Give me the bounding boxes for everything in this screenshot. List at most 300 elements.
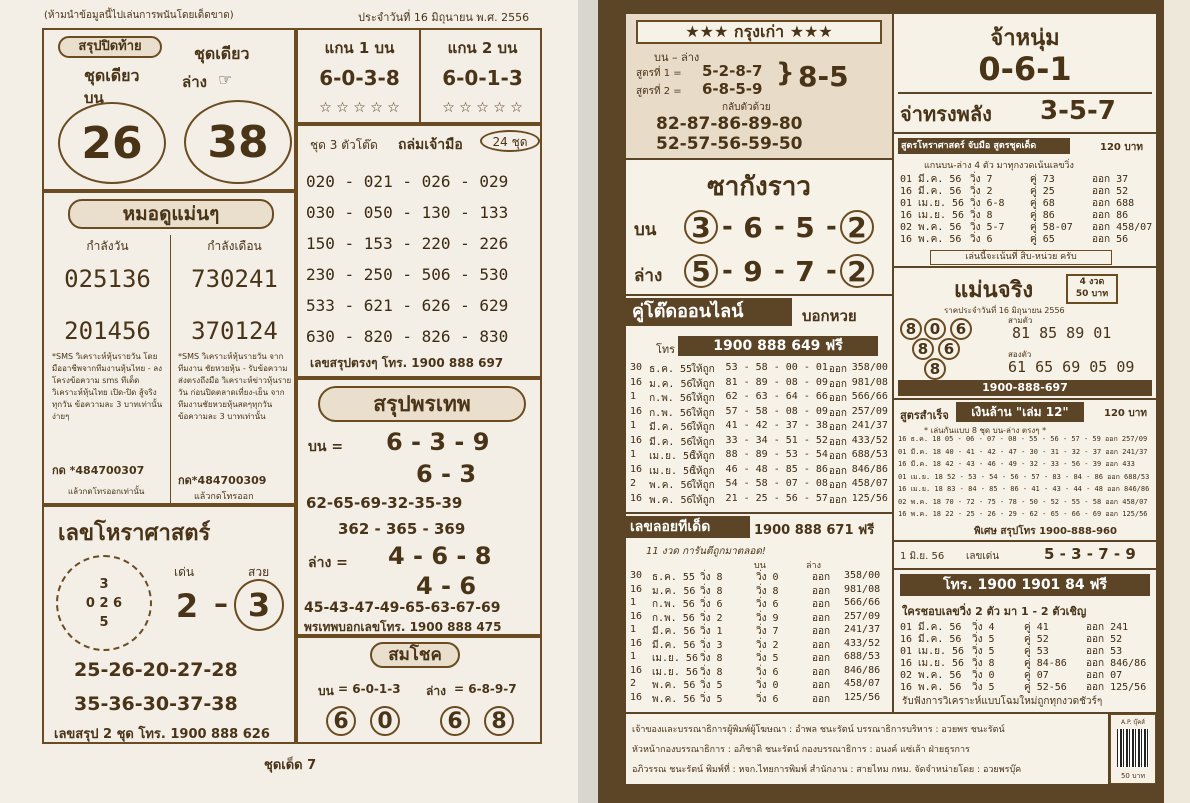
leuy-row-cell: 433/52: [844, 637, 881, 649]
maenjing-circle: 8: [900, 318, 922, 340]
tel-row: [900, 680, 1150, 692]
kutod-row-cell: 16: [630, 376, 643, 388]
kutod-row-cell: 2: [630, 478, 637, 489]
leuy-row-cell: ก.พ. 56: [652, 599, 695, 610]
kutod-row-cell: 1: [630, 420, 637, 431]
somchok-d1: 6: [326, 706, 356, 736]
krungkao-title: กรุงเก่า: [733, 22, 785, 41]
den-label: เด่น: [174, 565, 195, 579]
maenjing-circle: 8: [924, 358, 946, 380]
kutod-row-cell: 125/56: [851, 492, 888, 504]
kutod-row-cell: 16: [630, 463, 643, 475]
ngernlan-table: [898, 434, 1149, 522]
sets-rows: [306, 166, 508, 352]
tel-row-cell: 01 มี.ค. 56: [900, 622, 962, 633]
leuy-row-cell: เม.ย. 56: [652, 666, 698, 678]
kutod-row-cell: ออก: [828, 451, 847, 462]
hora-row-cell: 16 พ.ค. 56: [900, 234, 962, 245]
leuy-row-cell: วิ่ง 7: [756, 626, 779, 637]
digit-dash: -: [722, 256, 733, 286]
leuy-row-cell: 16: [630, 583, 643, 595]
hora-row-cell: คู่ 25: [1030, 186, 1055, 197]
tel-row-cell: วิ่ง 5: [972, 646, 995, 657]
hora-row-cell: คู่ 73: [1030, 174, 1055, 185]
summary-top-number: 26: [58, 102, 166, 184]
leuy-row-cell: วิ่ง 2: [756, 639, 779, 651]
maenjing-date: ราคประจำวันที่ 16 มิถุนายน 2556: [944, 306, 1065, 315]
ngernlan-box: [894, 400, 1156, 540]
kutod-row: [630, 406, 890, 421]
horasart-line2: 35-36-30-37-38: [74, 693, 238, 715]
kutod-row-cell: ก.พ. 56: [649, 393, 692, 404]
kutod-row-cell: ออก: [828, 422, 847, 433]
mordoo-b2: 370124: [191, 317, 278, 345]
ngernlan-row: [898, 497, 1149, 510]
leuy-row: [630, 611, 892, 625]
kutod-row-cell: เม.ย. 56: [649, 451, 696, 462]
somchok-d3: 6: [440, 706, 470, 736]
leuy-row-cell: ธ.ค. 55: [652, 572, 695, 583]
tel-row: [900, 656, 1150, 668]
kutod-row-cell: ออก: [828, 436, 847, 448]
summary-box: [42, 28, 296, 191]
leuy-row-cell: 688/53: [844, 651, 881, 662]
leuy-row-cell: มี.ค. 56: [652, 639, 696, 651]
leuy-row-cell: วิ่ง 5: [756, 653, 779, 664]
summary-badge: สรุปปิดท้าย: [58, 36, 162, 58]
ngernlan-row-cell: 16 เม.ย. 18 83 - 84 - 85 - 86 - 41 - 43 - 44 - 48 ออก 846/86: [898, 485, 1150, 493]
zakang-top-digit: 6: [743, 210, 763, 244]
kutod-row: [630, 449, 890, 464]
leuy-row-cell: วิ่ง 3: [700, 639, 723, 651]
krungkao-rev: กลับตัวด้วย: [722, 102, 771, 113]
hora-row-cell: คู่ 65: [1030, 234, 1055, 245]
kutod-row-cell: ให้ถูก: [691, 407, 715, 419]
hora-row-cell: วิ่ง 6-8: [970, 198, 1005, 209]
kutod-row-cell: เม.ย. 56: [649, 465, 696, 477]
maenjing-badge: [1066, 274, 1118, 304]
pratep-phone: พรเทพบอกเลขโทร. 1900 888 475: [304, 620, 502, 634]
hora-row-cell: ออก 56: [1092, 234, 1129, 245]
maenjing-box: [894, 268, 1156, 398]
leuy-row: [630, 665, 892, 679]
zakang-box: [626, 160, 892, 294]
maenjing-brand: แม่นจริง: [954, 278, 1034, 303]
kutod-row-cell: 241/37: [851, 420, 888, 431]
kutod-row-cell: 16: [630, 492, 643, 504]
kaen1-value: 6-0-3-8: [319, 66, 400, 90]
tel-row-cell: 16 พ.ค. 56: [900, 682, 962, 693]
ngernlan-row: [898, 459, 1149, 472]
krungkao-line2: 52-57-56-59-50: [656, 134, 803, 154]
notice: (ห้ามนำข้อมูลนี้ไปเล่นการพนันโดยเด็ดขาด): [44, 10, 234, 21]
ngernlan-desc: * เล่นกันแบบ 8 ชุด บน-ล่าง ตรงๆ *: [924, 426, 1047, 435]
zakang-bottom-digit: 5: [684, 254, 718, 288]
leuy-row-cell: วิ่ง 6: [700, 599, 723, 610]
tel-table: [900, 620, 1150, 692]
kutod-row-cell: 358/00: [851, 362, 888, 373]
credits-line2: หัวหน้ากองบรรณาธิการ : อภิชาติ ชนะรัตน์ กองบรรณาธิการ : อนงค์ แซ่เล้า ฝ่ายธุรการ: [632, 745, 970, 755]
kutod-row: [630, 464, 890, 479]
pratep-title: สรุปพรเทพ: [318, 386, 526, 422]
tel-row-cell: คู่ 52: [1024, 634, 1049, 645]
leuy-row-cell: วิ่ง 2: [700, 612, 723, 624]
leuy-phone: 1900 888 671 ฟรี: [754, 523, 875, 538]
leuy-row-cell: วิ่ง 8: [700, 653, 723, 664]
wheel-mid: 0 2 6: [85, 595, 123, 611]
kutod-row: [630, 493, 890, 508]
hora-row: [900, 232, 1152, 244]
ngernlan-row: [898, 484, 1149, 497]
somchok-title: สมโชค: [370, 642, 460, 668]
kutod-row-cell: 62 - 63 - 64 - 66: [725, 391, 828, 402]
somchok-top-value: = 6-0-1-3: [338, 682, 401, 696]
tel-row-cell: วิ่ง 4: [972, 622, 995, 633]
page-footer: ชุดเด็ด 7: [264, 758, 317, 773]
barcode-label: A.P. บุ๊คส์: [1121, 719, 1145, 726]
mordoo-col2: กำลังเดือน: [207, 239, 262, 253]
leykhen-date: 1 มิ.ย. 56: [900, 551, 945, 562]
krungkao-f2-label: สูตรที่ 2 =: [636, 86, 682, 97]
kutod-row-cell: 54 - 58 - 07 - 08: [725, 478, 828, 489]
kutod-row-cell: 1: [630, 391, 637, 402]
maenjing-circle: 6: [938, 338, 960, 360]
pratep-list3: 45-43-47-49-65-63-67-69: [304, 600, 501, 616]
kutod-row: [630, 478, 890, 493]
leuy-row-cell: 358/00: [844, 570, 881, 581]
pratep-bottom-value: 4 - 6 - 8: [388, 542, 492, 570]
pratep-bottom-value2: 4 - 6: [416, 572, 477, 600]
pratep-top-value: 6 - 3 - 9: [386, 428, 490, 456]
ngernlan-row-cell: 01 มี.ค. 18 40 - 41 - 42 - 47 - 30 - 31 - 32 - 37 ออก 241/37: [898, 447, 1148, 456]
leuy-row-cell: วิ่ง 9: [756, 612, 779, 624]
kutod-row: [630, 391, 890, 406]
leykhen-label: เลขเด่น: [966, 551, 1000, 562]
leuy-row-cell: ออก: [812, 626, 831, 637]
mordoo-note2: *SMS วิเคราะห์หุ้นรายวัน จากทีมงาน ชัยหวยหุ้น - รับข้อความส่งตรงถึงมือ วิเคราะห์ข่าวหุ้นรายวัน ก่อนปิดตลาดเที่ยง-เย็น จากทีมงานชัยหวยหุ้นสดๆทุกวัน ข้อความละ 3 บาทเท่านั้น: [178, 352, 292, 421]
kutod-row: [630, 435, 890, 450]
krungkao-f1-label: สูตรที่ 1 =: [636, 68, 682, 79]
maenjing-badge-bottom: 50 บาท: [1075, 289, 1109, 299]
horasart-phone: เลขสรุป 2 ชุด โทร. 1900 888 626: [54, 727, 270, 742]
pratep-list2: 362 - 365 - 369: [338, 520, 466, 538]
krungkao-f1: 5-2-8-7: [702, 62, 763, 80]
den-dash: –: [214, 587, 228, 620]
sets-phone: เลขสรุปตรงๆ โทร. 1900 888 697: [310, 356, 504, 370]
hora-desc: แกนบน-ล่าง 4 ตัว มาทุกงวดเน้นเลขวิ่ง: [924, 161, 1074, 171]
leuy-row: [630, 570, 892, 584]
leuy-row-cell: 257/09: [844, 610, 881, 622]
mordoo-code2: กด*484700309: [178, 474, 267, 487]
hora-row-cell: 16 เม.ย. 56: [900, 210, 965, 221]
summary-bottom-label: ชุดเดียว: [194, 44, 250, 63]
mordoo-a1: 025136: [64, 265, 151, 293]
kutod-row-cell: มี.ค. 56: [649, 422, 693, 433]
leuy-row-cell: ก.พ. 56: [652, 612, 695, 624]
krungkao-stars-left: ★★★: [685, 22, 729, 41]
leuy-row-cell: พ.ค. 56: [652, 680, 696, 691]
ngernlan-row-cell: 16 ธ.ค. 18 05 - 06 - 07 - 08 - 55 - 56 - 57 - 59 ออก 257/09: [898, 435, 1148, 443]
maenjing-badge-top: 4 งวด: [1079, 277, 1105, 287]
hora-title: สูตรโหราศาสตร์ จับมือ สูตรชุดเด็ด: [898, 138, 1070, 154]
maenjing-bottom-label: สองตัว: [1008, 350, 1032, 359]
krungkao-result: 8-5: [798, 60, 849, 93]
tel-row-cell: ออก 846/86: [1086, 658, 1147, 669]
digit-dash: -: [722, 212, 733, 242]
leuy-row-cell: วิ่ง 8: [700, 572, 723, 583]
mordoo-foot1: แล้วกดโทรออกเท่านั้น: [68, 487, 145, 496]
leuy-row-cell: 1: [630, 651, 637, 662]
tel-foot: รับฟังการวิเคราะห์แบบโฉมใหม่ถูกทุกงวดชัวร์ๆ: [902, 696, 1103, 707]
kutod-row-cell: ให้ถูก: [691, 364, 715, 375]
leuy-box: [626, 514, 892, 712]
krungkao-stars-right: ★★★: [789, 22, 833, 41]
leuy-row-cell: วิ่ง 5: [700, 680, 723, 691]
digit-dash: -: [774, 256, 785, 286]
hora-row: [900, 172, 1152, 184]
kutod-row-cell: ออก: [828, 465, 847, 477]
credits-line1: เจ้าของและบรรณาธิการผู้พิมพ์ผู้โฆษณา : อำพล ชนะรัตน์ บรรณาธิการบริหาร : อวยพร ชนะรัตน์: [632, 725, 1005, 735]
leuy-row-cell: วิ่ง 6: [756, 666, 779, 678]
kutod-row: [630, 420, 890, 435]
leuy-row-cell: วิ่ง 8: [700, 585, 723, 597]
kaen2-label: แกน 2 บน: [447, 39, 518, 57]
kutod-row-cell: ก.พ. 56: [649, 407, 692, 419]
hora-row-cell: วิ่ง 2: [970, 186, 993, 197]
kaen-box: [296, 28, 542, 124]
tel-row-cell: ออก 241: [1086, 622, 1129, 633]
zakang-top-label: บน: [634, 220, 657, 240]
kutod-row-cell: 16: [630, 405, 643, 417]
kutod-row-cell: 81 - 89 - 08 - 09: [725, 376, 828, 388]
leuy-row-cell: พ.ค. 56: [652, 693, 696, 705]
maenjing-bottom: 61 65 69 05 09: [1008, 358, 1135, 376]
tel-row-cell: วิ่ง 5: [972, 682, 995, 693]
kutod-row-cell: ธ.ค. 55: [649, 364, 693, 375]
somchok-d2: 0: [370, 706, 400, 736]
hora-table: [900, 172, 1152, 244]
hora-foot: เล่นนี้จะเน้นที่ สิบ-หน่วย ครับ: [930, 250, 1112, 265]
leuy-row-cell: 16: [630, 610, 643, 622]
leuy-row-cell: ออก: [812, 693, 831, 705]
hora-row-cell: 01 เม.ย. 56: [900, 198, 965, 209]
kutod-row: [630, 362, 890, 377]
kutod-row-cell: ให้ถูก: [691, 480, 715, 491]
ngernlan-name: เงินล้าน "เล่ม 12": [956, 402, 1084, 422]
mordoo-title: หมอดูแม่นๆ: [68, 199, 274, 229]
zakang-bottom-digit: 9: [743, 254, 763, 288]
kutod-row-cell: 33 - 34 - 51 - 52: [725, 434, 828, 446]
kutod-row-cell: 458/07: [851, 478, 888, 489]
jamnum-sub-label: จ่าทรงพลัง: [900, 102, 992, 126]
hora-row-cell: 01 มี.ค. 56: [900, 174, 962, 185]
sets-title: ถล่มเจ้ามือ: [398, 137, 463, 153]
tel-row-cell: วิ่ง 8: [972, 658, 995, 669]
krungkao-title-bar: [636, 20, 882, 44]
krungkao-brace: }: [776, 58, 795, 88]
leuy-row: [630, 678, 892, 692]
hora-row-cell: วิ่ง 5-7: [970, 222, 1005, 233]
tel-row-cell: ออก 53: [1086, 646, 1123, 657]
kutod-row-cell: 433/52: [851, 434, 888, 446]
leuy-row-cell: ออก: [812, 680, 831, 691]
leuy-row: [630, 638, 892, 652]
mordoo-code1: กด *484700307: [52, 464, 145, 477]
kutod-row-cell: ออก: [828, 378, 847, 390]
kutod-row-cell: ให้ถูก: [691, 422, 715, 433]
somchok-bottom-value: = 6-8-9-7: [454, 682, 517, 696]
hora-row: [900, 208, 1152, 220]
leuy-banner: 11 งวด การันตีถูกมาตลอด!: [646, 546, 766, 557]
kutod-phone: 1900 888 649 ฟรี: [678, 336, 878, 356]
mordoo-note1: *SMS วิเคราะห์หุ้นรายวัน โดยมืออาชีพจากทีมงานหุ้นไทย - ลงโครงข้อความ sms ทีเด็ด วิเคราะห์หุ้นไทย เปิด-ปิด สู้จริงทุกวัน ข้อความละ 3 บาทเท่านั้น ง่ายๆ: [52, 352, 163, 421]
kutod-table: [630, 362, 890, 507]
tel-row-cell: วิ่ง 5: [972, 634, 995, 645]
hora-row-cell: วิ่ง 6: [970, 234, 993, 245]
sets-row: 630 - 820 - 826 - 830: [306, 327, 509, 346]
leuy-col1: บน: [754, 561, 766, 571]
ngernlan-row-cell: 16 มี.ค. 18 42 - 43 - 46 - 49 - 32 - 33 - 56 - 39 ออก 433: [898, 460, 1135, 468]
leuy-row-cell: วิ่ง 0: [756, 680, 779, 691]
mordoo-b1: 201456: [64, 317, 151, 345]
leuy-row-cell: 981/08: [844, 583, 881, 595]
leuy-table: [630, 570, 892, 705]
krungkao-line1: 82-87-86-89-80: [656, 114, 803, 134]
sets-row: 150 - 153 - 220 - 226: [306, 234, 509, 253]
leuy-row-cell: 1: [630, 597, 637, 608]
leuy-row-cell: วิ่ง 0: [756, 572, 779, 583]
zakang-top-digit: 5: [795, 210, 815, 244]
hora-row-cell: ออก 52: [1092, 186, 1129, 197]
kutod-row-cell: 21 - 25 - 56 - 57: [725, 492, 828, 504]
kutod-row-cell: 57 - 58 - 08 - 09: [725, 405, 828, 417]
kutod-row-cell: 846/86: [851, 463, 888, 475]
hora-price: 120 บาท: [1100, 142, 1143, 153]
jamnum-divider: [898, 92, 1152, 94]
hora-row-cell: ออก 458/07: [1092, 222, 1153, 233]
kaen2-value: 6-0-1-3: [442, 66, 523, 90]
somchok-d4: 8: [484, 706, 514, 736]
sets-box: [296, 124, 542, 378]
leuy-title: เลขลอยทีเด็ด: [626, 516, 750, 538]
jamnum-sub-value: 3-5-7: [1040, 96, 1116, 126]
tel-row-cell: คู่ 53: [1024, 646, 1049, 657]
kutod-row-cell: ออก: [828, 393, 847, 404]
zakang-bottom-digit: 7: [795, 254, 815, 288]
summary-top-sub: บน: [84, 89, 104, 107]
leuy-row-cell: วิ่ง 8: [700, 666, 723, 678]
somchok-top-label: บน: [318, 684, 334, 698]
den-number: 2: [175, 587, 199, 625]
kutod-row-cell: ออก: [828, 407, 847, 419]
leuy-row: [630, 624, 892, 638]
leykhen-box: [894, 542, 1156, 568]
kutod-row-cell: มี.ค. 56: [649, 436, 693, 448]
ngernlan-row-cell: 02 พ.ค. 18 70 - 72 - 75 - 78 - 50 - 52 - 55 - 58 ออก 458/07: [898, 497, 1148, 506]
leuy-row-cell: ออก: [812, 639, 831, 651]
kutod-phone-label: โทร: [656, 343, 676, 356]
pointing-hand-icon: ☞: [218, 70, 233, 89]
spine-strip: [1164, 0, 1190, 803]
ngernlan-row: [898, 434, 1149, 447]
summary-bottom-number: 38: [184, 100, 292, 184]
kutod-row-cell: ม.ค. 56: [649, 378, 693, 390]
leuy-row-cell: ออก: [812, 653, 831, 664]
barcode-box: [1110, 714, 1156, 784]
kutod-sub: บอกหวย: [802, 307, 857, 325]
kutod-row-cell: 46 - 48 - 85 - 86: [725, 463, 828, 475]
sets-count: 24 ชุด: [480, 130, 540, 152]
tel-row-cell: 01 เม.ย. 56: [900, 646, 965, 657]
pratep-list1: 62-65-69-32-35-39: [306, 494, 463, 512]
kutod-row-cell: ให้ถูก: [691, 378, 715, 390]
horasart-box: [42, 505, 296, 744]
leuy-row-cell: วิ่ง 1: [700, 626, 723, 637]
tel-box: [894, 570, 1156, 712]
kutod-row-cell: 257/09: [851, 405, 888, 417]
kutod-row-cell: พ.ค. 56: [649, 480, 693, 491]
leuy-row-cell: ออก: [812, 572, 831, 583]
barcode-price: 50 บาท: [1120, 772, 1146, 780]
maenjing-circle: 6: [950, 318, 972, 340]
leuy-row-cell: 846/86: [844, 664, 881, 676]
suay-number: 3: [234, 579, 284, 631]
kutod-row-cell: ให้ถูก: [691, 494, 715, 506]
summary-top-label: ชุดเดียว: [84, 66, 140, 85]
krungkao-sub: บน – ล่าง: [654, 51, 700, 64]
tel-row: [900, 632, 1150, 644]
leuy-row: [630, 692, 892, 706]
tel-row: [900, 644, 1150, 656]
leuy-row-cell: วิ่ง 6: [756, 693, 779, 705]
leuy-row-cell: มี.ค. 56: [652, 626, 696, 637]
hora-row-cell: คู่ 86: [1030, 210, 1055, 221]
horasart-wheel: [56, 555, 152, 651]
hora-row-cell: คู่ 68: [1030, 198, 1055, 209]
zakang-title: ซากังราว: [707, 172, 811, 202]
jamnum-title: จ้าหนุ่ม: [990, 26, 1060, 51]
kutod-box: [626, 296, 892, 512]
kutod-row-cell: 566/66: [851, 391, 888, 402]
tel-row-cell: วิ่ง 0: [972, 670, 995, 681]
kutod-row-cell: 53 - 58 - 00 - 01: [725, 362, 828, 373]
kutod-row-cell: 16: [630, 434, 643, 446]
kutod-row-cell: พ.ค. 56: [649, 494, 693, 506]
kutod-row-cell: ออก: [828, 364, 847, 375]
krungkao-box: [626, 14, 892, 158]
kutod-row: [630, 377, 890, 392]
kutod-row-cell: 41 - 42 - 37 - 38: [725, 420, 828, 431]
leuy-row: [630, 584, 892, 598]
tel-row: [900, 668, 1150, 680]
ngernlan-row: [898, 447, 1149, 460]
hora-row-cell: วิ่ง 7: [970, 174, 993, 185]
krungkao-f2: 6-8-5-9: [702, 80, 763, 98]
tel-row-cell: คู่ 84-86: [1024, 658, 1067, 669]
hora-row-cell: ออก 86: [1092, 210, 1129, 221]
leuy-row-cell: 1: [630, 624, 637, 635]
leuy-row-cell: วิ่ง 5: [700, 693, 723, 705]
kaen1-stars: ☆ ☆ ☆ ☆ ☆: [319, 100, 400, 116]
sets-row: 230 - 250 - 506 - 530: [306, 265, 509, 284]
maenjing-phone: 1900-888-697: [898, 380, 1152, 396]
zakang-bottom-label: ล่าง: [634, 266, 663, 286]
kaen1-label: แกน 1 บน: [324, 39, 395, 57]
leuy-row-cell: ม.ค. 56: [652, 585, 696, 597]
kutod-row-cell: ออก: [828, 494, 847, 506]
credits-line3: อภิวรรณ ชนะรัตน์ พิมพ์ที่ : หจก.ไทยการพิมพ์ สำนักงาน : สายไหม กทม. จัดจำหน่ายโดย : อวยพรบุ๊ค: [632, 765, 1022, 775]
jamnum-value: 0-6-1: [978, 50, 1072, 88]
